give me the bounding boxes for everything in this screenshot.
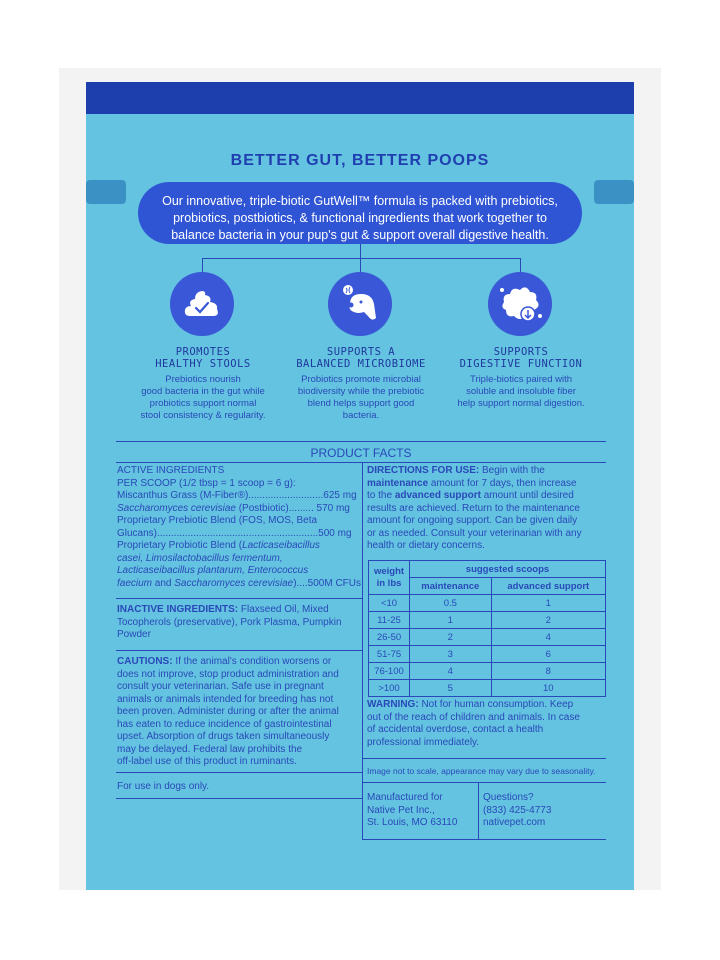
questions-heading: Questions? (483, 792, 534, 803)
advanced-header: advanced support (491, 578, 605, 595)
weight-cell: 26-50 (369, 629, 410, 646)
benefit-desc-line: probiotics support normal (149, 398, 257, 409)
image-note: Image not to scale, appearance may vary due to seasonality. (367, 766, 596, 776)
directions-line: amount for ongoing support. Can be given daily (367, 515, 578, 526)
text-span: Flaxseed Oil, Mixed (238, 604, 329, 615)
benefit-title-line: PROMOTES (175, 346, 231, 358)
text-span: maintenance (367, 477, 429, 489)
left-clip (86, 180, 126, 204)
header-line: in lbs (376, 577, 402, 589)
text-span: advanced support (394, 490, 481, 501)
ingredient-prebiotic-amount: Glucans)..........................................................500 mg (117, 527, 352, 539)
cautions-line: may be delayed. Federal law prohibits the (117, 743, 303, 755)
benefit-title-line: DIGESTIVE FUNCTION (459, 358, 583, 370)
inactive-line: Powder (117, 629, 151, 640)
section-divider (478, 782, 479, 840)
benefit-desc-line: help support normal digestion. (457, 398, 585, 409)
text-span: amount for 7 days, then increase (428, 477, 577, 489)
section-rule (116, 772, 362, 773)
table-row (369, 680, 606, 697)
directions-heading: DIRECTIONS FOR USE: (367, 465, 480, 476)
cautions-line: consult your veterinarian. Safe use in pregnant (117, 681, 324, 692)
benefit-title (276, 346, 446, 370)
active-ingredients (117, 465, 362, 590)
benefit-desc-line: biodiversity while the prebiotic (297, 386, 425, 397)
weight-header (369, 561, 410, 595)
ingredient-probiotic (117, 578, 362, 591)
text-span: to the (367, 490, 395, 501)
connector-line (202, 258, 520, 259)
advanced-cell: 4 (491, 629, 605, 646)
connector-line (202, 258, 203, 272)
benefit-desc-line: blend helps support good (307, 398, 415, 409)
text-span: amount until desired (480, 490, 574, 501)
suggested-header: suggested scoops (410, 561, 606, 578)
benefit-description (436, 374, 606, 410)
intro-line: probiotics, postbiotics, & functional ingredients that work together to (173, 211, 547, 225)
facts-header-rule (116, 462, 606, 463)
dogs-only-note: For use in dogs only. (117, 781, 210, 792)
directions-line: or as needed. Consult your veterinarian with any (367, 527, 582, 539)
table-row (369, 663, 606, 680)
directions-line (367, 490, 607, 503)
text-span: faecium (117, 577, 153, 589)
maintenance-cell: 4 (410, 663, 492, 680)
cautions-line: been proven. Administer during or after the animal (117, 706, 339, 717)
table-row (369, 629, 606, 646)
section-rule (362, 758, 606, 759)
section-rule (116, 650, 362, 651)
text-span: )....500M CFUs (293, 577, 361, 589)
intro-line: balance bacteria in your pup's gut & support overall digestive health. (171, 228, 549, 242)
table-row (369, 612, 606, 629)
ingredient-prebiotic: Proprietary Prebiotic Blend (FOS, MOS, Beta (117, 515, 318, 526)
directions-line (367, 465, 607, 478)
right-clip (594, 180, 634, 204)
warning (367, 699, 607, 749)
directions-line: health or dietary concerns. (367, 540, 485, 551)
section-rule (116, 598, 362, 599)
facts-column-divider (362, 462, 363, 840)
weight-cell: <10 (369, 595, 410, 612)
cautions-line: has eaten to reduce incidence of gastrointestinal (117, 718, 332, 730)
facts-top-rule (116, 441, 606, 442)
website: nativepet.com (483, 817, 546, 828)
benefit-desc-line: Prebiotics nourish (165, 374, 241, 385)
cautions-heading: CAUTIONS: (117, 656, 173, 667)
cautions (117, 656, 362, 769)
manufacturer (367, 792, 477, 830)
cautions-line: animals or animals intended for breeding has not (117, 693, 334, 705)
per-scoop: PER SCOOP (1/2 tbsp = 1 scoop = 6 g): (117, 477, 296, 489)
phone-number: (833) 425-4773 (483, 804, 552, 816)
benefit-title (118, 346, 288, 370)
advanced-cell: 10 (491, 680, 605, 697)
ingredient-probiotic (117, 540, 362, 553)
directions-line: results are achieved. Return to the maintenance (367, 502, 580, 514)
weight-cell: 51-75 (369, 646, 410, 663)
advanced-cell: 6 (491, 646, 605, 663)
ingredient-amount: (Postbiotic)......... 570 mg (235, 502, 350, 514)
ingredient-probiotic (117, 553, 362, 566)
text-span: and (152, 577, 175, 589)
benefit-desc-line: Probiotics promote microbial (301, 374, 421, 385)
ingredient-name: Saccharomyces cerevisiae (117, 502, 236, 514)
benefit-title-line: SUPPORTS A (326, 346, 396, 358)
ingredient-miscanthus: Miscanthus Grass (M-Fiber®)...........................625 mg (117, 490, 357, 501)
table-row (369, 595, 606, 612)
inactive-line: Tocopherols (preservative), Pork Plasma, Pumpkin (117, 616, 342, 628)
text-span: Not for human consumption. Keep (418, 699, 574, 710)
text-span: casei, Limosilactobacillus fermentum, (117, 552, 283, 564)
connector-line (520, 258, 521, 272)
benefit-desc-line: good bacteria in the gut while (141, 386, 265, 397)
advanced-cell: 2 (491, 612, 605, 629)
section-rule (362, 782, 606, 783)
text-span: Begin with the (479, 465, 545, 476)
section-rule (116, 798, 362, 799)
benefit-title (436, 346, 606, 370)
inactive-ingredients (117, 604, 362, 642)
benefit-title-line: HEALTHY STOOLS (155, 358, 251, 370)
weight-cell: >100 (369, 680, 410, 697)
text-span: Proprietary Probiotic Blend ( (117, 540, 243, 551)
top-color-band (86, 82, 634, 114)
ingredient-saccharomyces (117, 503, 362, 516)
section-rule (362, 839, 606, 840)
inactive-heading: INACTIVE INGREDIENTS: (117, 604, 239, 615)
text-span: Saccharomyces cerevisiae (174, 577, 294, 589)
cautions-line: does not improve, stop product administration and (117, 668, 339, 680)
maintenance-cell: 0.5 (410, 595, 492, 612)
directions (367, 465, 607, 553)
warning-heading: WARNING: (367, 699, 419, 710)
weight-cell: 11-25 (369, 612, 410, 629)
weight-cell: 76-100 (369, 663, 410, 680)
maintenance-cell: 1 (410, 612, 492, 629)
benefit-title-line: SUPPORTS (493, 346, 549, 358)
cautions-line: off-label use of this product in ruminants. (117, 756, 297, 767)
connector-line (360, 258, 361, 272)
product-facts-title: PRODUCT FACTS (310, 446, 412, 460)
manufacturer-line: St. Louis, MO 63110 (367, 817, 458, 828)
scoop-table (368, 560, 606, 697)
inactive-line (117, 604, 362, 617)
scoop-table-body (369, 595, 606, 697)
text-span: Lacticaseibacillus (242, 540, 320, 551)
table-row (369, 646, 606, 663)
warning-line: of accidental overdose, contact a health (367, 724, 544, 735)
intro-line: Our innovative, triple-biotic GutWell™ formula is packed with prebiotics, (162, 194, 558, 208)
benefit-description (118, 374, 288, 422)
benefit-desc-line: bacteria. (342, 410, 380, 421)
questions (483, 792, 603, 830)
connector-line (360, 244, 361, 258)
warning-line: professional immediately. (367, 736, 480, 748)
text-span: Lacticaseibacillus plantarum, Enterococcus (117, 565, 309, 576)
warning-line (367, 699, 607, 712)
maintenance-cell: 5 (410, 680, 492, 697)
maintenance-header: maintenance (410, 578, 492, 595)
benefit-desc-line: stool consistency & regularity. (140, 410, 266, 421)
maintenance-cell: 2 (410, 629, 492, 646)
advanced-cell: 1 (491, 595, 605, 612)
manufacturer-line: Native Pet Inc., (367, 804, 435, 816)
benefit-desc-line: soluble and insoluble fiber (466, 386, 576, 397)
header-line: weight (373, 565, 405, 577)
benefit-title-line: BALANCED MICROBIOME (296, 358, 426, 370)
headline: BETTER GUT, BETTER POOPS (230, 152, 490, 169)
advanced-cell: 8 (491, 663, 605, 680)
ingredient-probiotic (117, 565, 362, 578)
splash-arrow-icon (488, 272, 552, 336)
cautions-line: upset. Absorption of drugs taken simultaneously (117, 731, 330, 742)
directions-line (367, 478, 607, 491)
warning-line: out of the reach of children and animals. In case (367, 711, 580, 723)
cautions-line (117, 656, 362, 669)
benefit-desc-line: Triple-biotics paired with (469, 374, 573, 385)
manufacturer-line: Manufactured for (367, 792, 443, 803)
stool-check-icon (170, 272, 234, 336)
intro-banner (138, 182, 582, 244)
benefit-description (276, 374, 446, 422)
dog-ball-icon (328, 272, 392, 336)
active-heading: ACTIVE INGREDIENTS (117, 465, 225, 476)
text-span: If the animal's condition worsens or (172, 656, 332, 667)
maintenance-cell: 3 (410, 646, 492, 663)
